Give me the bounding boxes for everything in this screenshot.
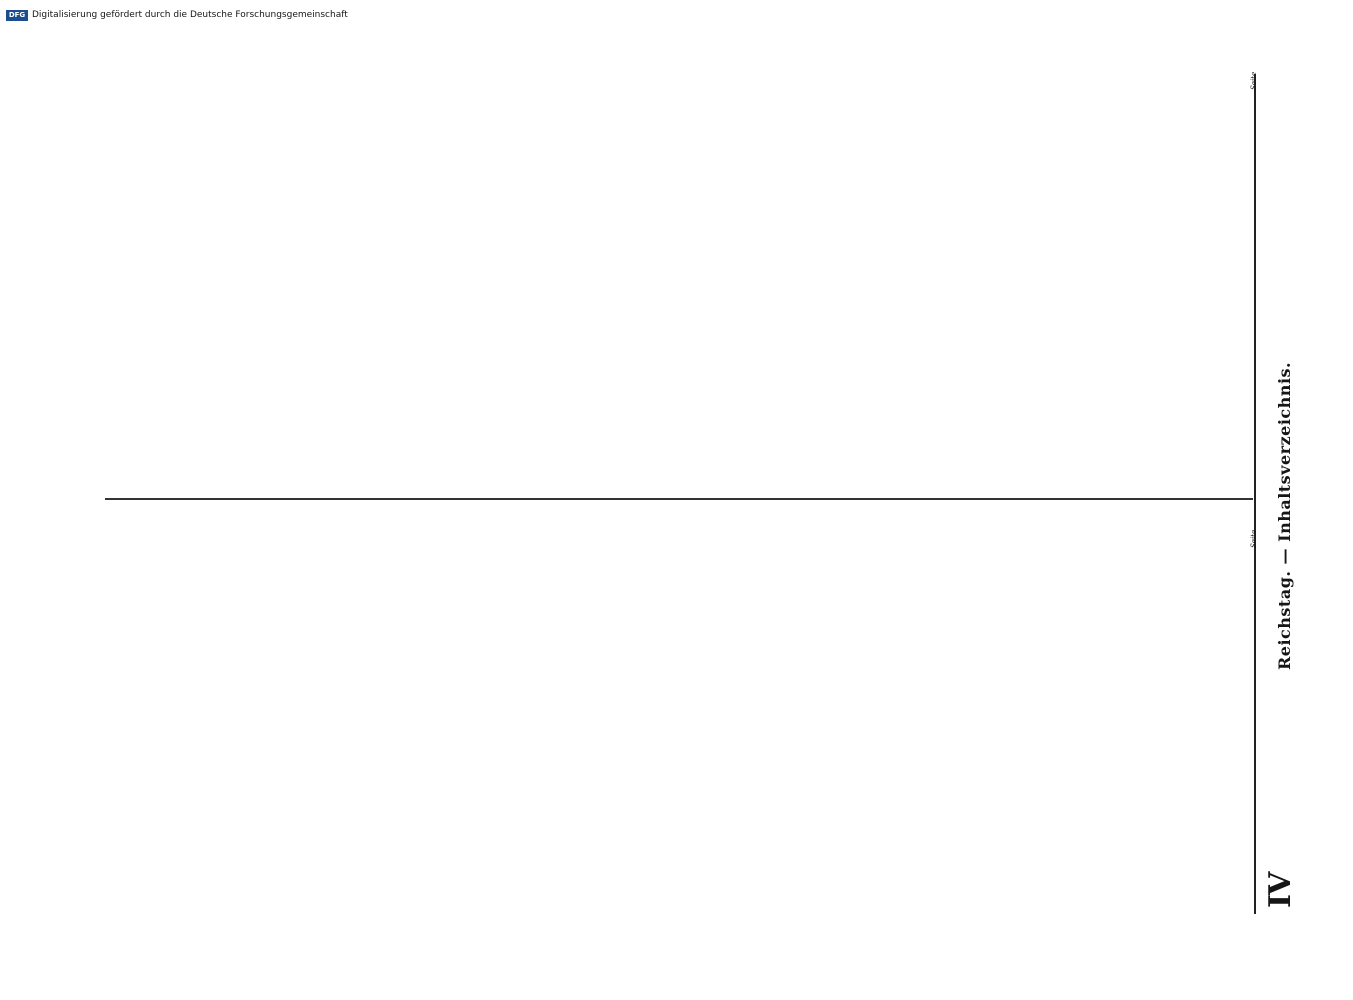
left-column [1246, 515, 1353, 908]
seite-label-right: Seite [1250, 71, 1258, 90]
digitization-footer [6, 8, 996, 22]
right-column [1246, 88, 1353, 488]
column-divider [105, 498, 1253, 500]
dfg-logo: DFG [6, 10, 28, 21]
footer-text: Digitalisierung gefördert durch die Deutsche Forschungsgemeinschaft [32, 10, 348, 20]
page-number: IV [1263, 872, 1298, 908]
seite-label-left: Seite [1250, 529, 1258, 548]
running-head: Reichstag. — Inhaltsverzeichnis. [1275, 361, 1294, 670]
